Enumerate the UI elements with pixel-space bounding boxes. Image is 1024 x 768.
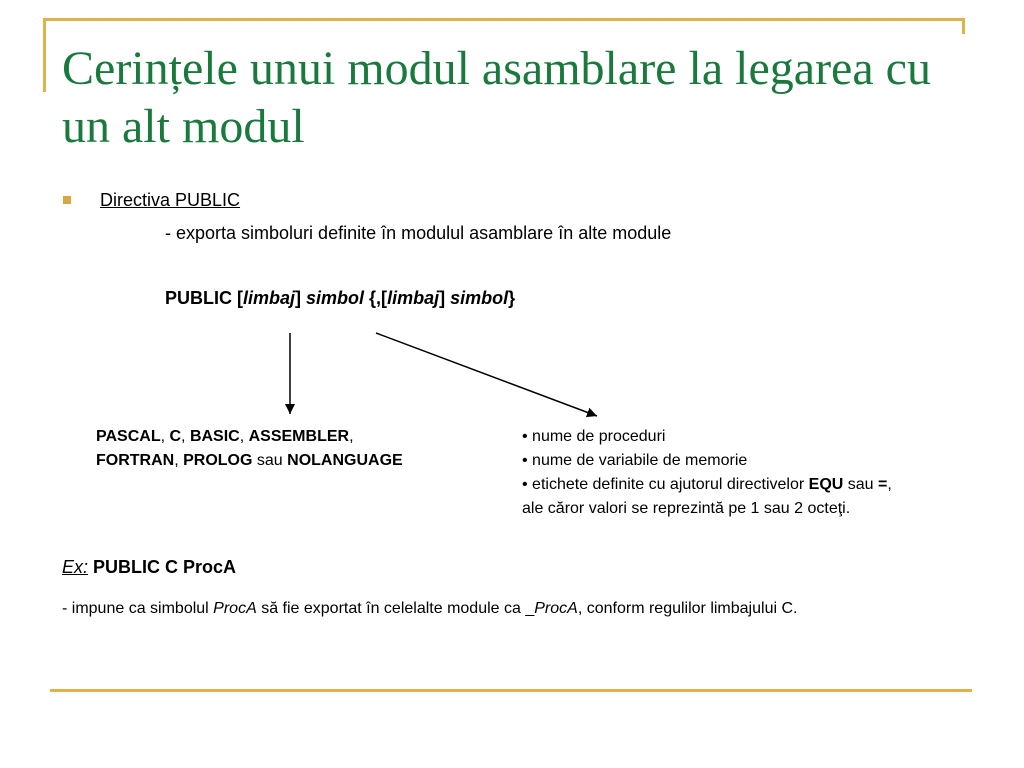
syntax-close1: ] <box>295 288 302 308</box>
languages-line-2 <box>96 449 403 473</box>
symbol-item-variables: • nume de variabile de memorie <box>522 452 748 469</box>
explanation-line <box>62 597 797 621</box>
directive-equ: EQU <box>808 476 844 493</box>
languages-list <box>96 425 403 473</box>
symbol-item-labels-line2: ale căror valori se reprezintă pe 1 sau 2 octeţi. <box>522 500 851 517</box>
explanation-post: , conform regulilor limbajului C. <box>577 600 798 617</box>
lang-nolanguage: NOLANGUAGE <box>287 452 403 469</box>
languages-line-1 <box>96 425 403 449</box>
example-label: Ex: <box>62 557 89 577</box>
directive-equals: = <box>878 476 888 493</box>
lang-sep4: , <box>349 428 354 445</box>
explanation-symbol-1: ProcA <box>213 600 257 617</box>
directive-heading: Directiva PUBLIC <box>100 190 241 210</box>
lang-pascal: PASCAL <box>96 428 161 445</box>
symbol-item-labels-post: , <box>887 476 892 493</box>
lang-sau: sau <box>252 452 288 469</box>
syntax-open1: [ <box>232 288 243 308</box>
syntax-mid: {,[ <box>364 288 388 308</box>
lang-fortran: FORTRAN <box>96 452 175 469</box>
syntax-limbaj2: limbaj <box>387 288 440 308</box>
explanation-symbol-2: ProcA <box>534 600 578 617</box>
symbol-item-procedures: • nume de proceduri <box>522 428 666 445</box>
bullet-description: - exporta simboluri definite în modulul asamblare în alte module <box>165 223 672 243</box>
syntax-keyword: PUBLIC <box>165 288 232 308</box>
example-line <box>62 556 236 578</box>
arrow-to-symbols <box>376 333 597 416</box>
lang-c: C <box>169 428 182 445</box>
lang-sep3: , <box>239 428 249 445</box>
symbol-item-labels-sau: sau <box>843 476 878 493</box>
syntax-limbaj1: limbaj <box>243 288 296 308</box>
slide-title: Cerințele unui modul asamblare la legarea cu un alt modul <box>62 42 931 153</box>
syntax-close2: ] <box>439 288 446 308</box>
explanation-pre: - impune ca simbolul <box>62 600 214 617</box>
lang-assembler: ASSEMBLER <box>248 428 350 445</box>
symbols-list <box>522 425 892 521</box>
explanation-mid: să fie exportat în celelalte module ca _ <box>256 600 535 617</box>
lang-prolog: PROLOG <box>183 452 253 469</box>
example-code: PUBLIC C ProcA <box>88 557 237 577</box>
lang-sep5: , <box>174 452 184 469</box>
lang-sep2: , <box>181 428 190 445</box>
symbol-item-labels <box>522 473 892 497</box>
lang-sep1: , <box>160 428 170 445</box>
lang-basic: BASIC <box>189 428 240 445</box>
syntax-simbol2: simbol <box>450 288 509 308</box>
symbol-item-labels-pre: • etichete definite cu ajutorul directivelor <box>522 476 809 493</box>
syntax-simbol1: simbol <box>306 288 365 308</box>
syntax-end: } <box>508 288 516 308</box>
